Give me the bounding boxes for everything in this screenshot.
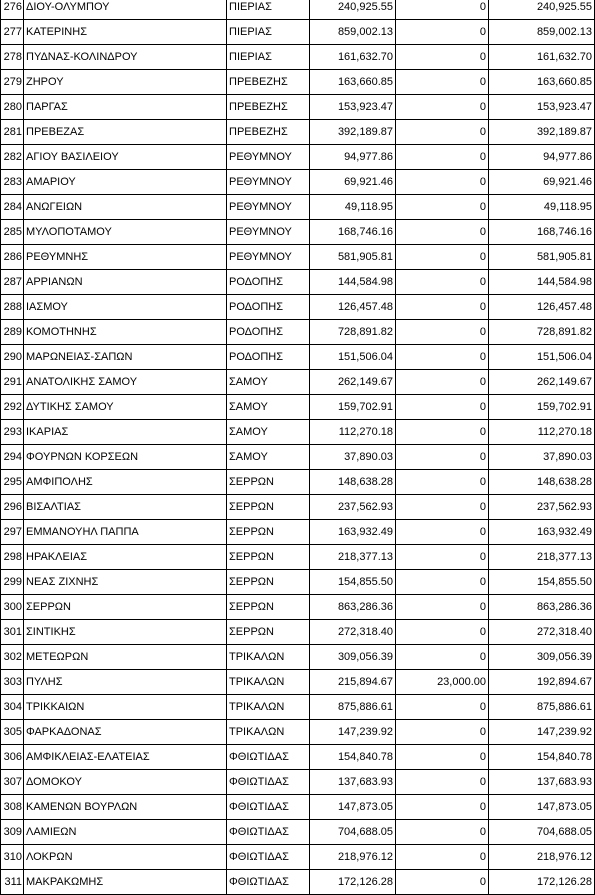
prefecture-cell: ΤΡΙΚΑΛΩΝ <box>227 695 310 720</box>
row-number-cell: 286 <box>1 245 24 270</box>
prefecture-cell: ΡΟΔΟΠΗΣ <box>227 320 310 345</box>
table-body <box>1 0 595 895</box>
deduction-cell: 0 <box>396 570 489 595</box>
municipality-cell: ΠΑΡΓΑΣ <box>24 95 227 120</box>
table-row <box>1 870 595 895</box>
table-row <box>1 670 595 695</box>
deduction-cell: 0 <box>396 520 489 545</box>
total-cell: 112,270.18 <box>489 420 595 445</box>
total-cell: 875,886.61 <box>489 695 595 720</box>
municipality-cell: ΡΕΘΥΜΝΗΣ <box>24 245 227 270</box>
table-row <box>1 795 595 820</box>
prefecture-cell: ΡΕΘΥΜΝΟΥ <box>227 220 310 245</box>
row-number-cell: 303 <box>1 670 24 695</box>
table-row <box>1 570 595 595</box>
municipality-cell: ΜΑΚΡΑΚΩΜΗΣ <box>24 870 227 895</box>
table-row <box>1 595 595 620</box>
municipality-cell: ΦΟΥΡΝΩΝ ΚΟΡΣΕΩΝ <box>24 445 227 470</box>
amount-cell: 159,702.91 <box>310 395 396 420</box>
table-row <box>1 245 595 270</box>
deduction-cell: 0 <box>396 220 489 245</box>
prefecture-cell: ΠΡΕΒΕΖΗΣ <box>227 120 310 145</box>
amount-cell: 272,318.40 <box>310 620 396 645</box>
table-row <box>1 770 595 795</box>
deduction-cell: 0 <box>396 745 489 770</box>
prefecture-cell: ΡΟΔΟΠΗΣ <box>227 270 310 295</box>
table-row <box>1 445 595 470</box>
row-number-cell: 293 <box>1 420 24 445</box>
prefecture-cell: ΦΘΙΩΤΙΔΑΣ <box>227 770 310 795</box>
deduction-cell: 0 <box>396 270 489 295</box>
table-row <box>1 295 595 320</box>
amount-cell: 153,923.47 <box>310 95 396 120</box>
prefecture-cell: ΦΘΙΩΤΙΔΑΣ <box>227 870 310 895</box>
prefecture-cell: ΣΕΡΡΩΝ <box>227 570 310 595</box>
deduction-cell: 0 <box>396 470 489 495</box>
total-cell: 728,891.82 <box>489 320 595 345</box>
table-row <box>1 0 595 20</box>
total-cell: 272,318.40 <box>489 620 595 645</box>
total-cell: 704,688.05 <box>489 820 595 845</box>
table-row <box>1 95 595 120</box>
prefecture-cell: ΣΑΜΟΥ <box>227 370 310 395</box>
deduction-cell: 0 <box>396 245 489 270</box>
total-cell: 137,683.93 <box>489 770 595 795</box>
municipality-cell: ΛΑΜΙΕΩΝ <box>24 820 227 845</box>
deduction-cell: 0 <box>396 70 489 95</box>
table-row <box>1 645 595 670</box>
prefecture-cell: ΣΕΡΡΩΝ <box>227 620 310 645</box>
amount-cell: 237,562.93 <box>310 495 396 520</box>
amount-cell: 161,632.70 <box>310 45 396 70</box>
prefecture-cell: ΤΡΙΚΑΛΩΝ <box>227 670 310 695</box>
total-cell: 153,923.47 <box>489 95 595 120</box>
municipality-cell: ΜΕΤΕΩΡΩΝ <box>24 645 227 670</box>
prefecture-cell: ΣΕΡΡΩΝ <box>227 520 310 545</box>
row-number-cell: 298 <box>1 545 24 570</box>
prefecture-cell: ΡΕΘΥΜΝΟΥ <box>227 195 310 220</box>
total-cell: 94,977.86 <box>489 145 595 170</box>
row-number-cell: 299 <box>1 570 24 595</box>
deduction-cell: 0 <box>396 495 489 520</box>
total-cell: 859,002.13 <box>489 20 595 45</box>
municipality-cell: ΑΓΙΟΥ ΒΑΣΙΛΕΙΟΥ <box>24 145 227 170</box>
total-cell: 147,873.05 <box>489 795 595 820</box>
municipality-cell: ΣΕΡΡΩΝ <box>24 595 227 620</box>
amount-cell: 137,683.93 <box>310 770 396 795</box>
deduction-cell: 0 <box>396 45 489 70</box>
prefecture-cell: ΣΕΡΡΩΝ <box>227 595 310 620</box>
amount-cell: 112,270.18 <box>310 420 396 445</box>
row-number-cell: 287 <box>1 270 24 295</box>
table-row <box>1 45 595 70</box>
amount-cell: 151,506.04 <box>310 345 396 370</box>
amount-cell: 148,638.28 <box>310 470 396 495</box>
municipality-cell: ΙΑΣΜΟΥ <box>24 295 227 320</box>
table-row <box>1 345 595 370</box>
amount-cell: 309,056.39 <box>310 645 396 670</box>
prefecture-cell: ΠΙΕΡΙΑΣ <box>227 0 310 20</box>
amount-cell: 147,873.05 <box>310 795 396 820</box>
municipality-cell: ΤΡΙΚΚΑΙΩΝ <box>24 695 227 720</box>
total-cell: 240,925.55 <box>489 0 595 20</box>
municipality-cell: ΠΥΔΝΑΣ-ΚΟΛΙΝΔΡΟΥ <box>24 45 227 70</box>
row-number-cell: 285 <box>1 220 24 245</box>
deduction-cell: 0 <box>396 720 489 745</box>
amount-cell: 172,126.28 <box>310 870 396 895</box>
total-cell: 172,126.28 <box>489 870 595 895</box>
municipality-cell: ΦΑΡΚΑΔΟΝΑΣ <box>24 720 227 745</box>
total-cell: 863,286.36 <box>489 595 595 620</box>
municipality-cell: ΑΜΦΙΚΛΕΙΑΣ-ΕΛΑΤΕΙΑΣ <box>24 745 227 770</box>
amount-cell: 704,688.05 <box>310 820 396 845</box>
prefecture-cell: ΦΘΙΩΤΙΔΑΣ <box>227 820 310 845</box>
row-number-cell: 284 <box>1 195 24 220</box>
row-number-cell: 288 <box>1 295 24 320</box>
row-number-cell: 302 <box>1 645 24 670</box>
total-cell: 309,056.39 <box>489 645 595 670</box>
deduction-cell: 0 <box>396 320 489 345</box>
row-number-cell: 306 <box>1 745 24 770</box>
amount-cell: 163,932.49 <box>310 520 396 545</box>
municipality-cell: ΛΟΚΡΩΝ <box>24 845 227 870</box>
deduction-cell: 0 <box>396 695 489 720</box>
total-cell: 161,632.70 <box>489 45 595 70</box>
prefecture-cell: ΣΑΜΟΥ <box>227 395 310 420</box>
row-number-cell: 279 <box>1 70 24 95</box>
municipality-cell: ΙΚΑΡΙΑΣ <box>24 420 227 445</box>
municipality-cell: ΗΡΑΚΛΕΙΑΣ <box>24 545 227 570</box>
row-number-cell: 291 <box>1 370 24 395</box>
prefecture-cell: ΣΕΡΡΩΝ <box>227 470 310 495</box>
total-cell: 168,746.16 <box>489 220 595 245</box>
row-number-cell: 297 <box>1 520 24 545</box>
table-row <box>1 745 595 770</box>
municipality-cell: ΠΥΛΗΣ <box>24 670 227 695</box>
row-number-cell: 305 <box>1 720 24 745</box>
row-number-cell: 289 <box>1 320 24 345</box>
row-number-cell: 307 <box>1 770 24 795</box>
prefecture-cell: ΡΟΔΟΠΗΣ <box>227 345 310 370</box>
amount-cell: 581,905.81 <box>310 245 396 270</box>
deduction-cell: 0 <box>396 0 489 20</box>
table-row <box>1 470 595 495</box>
total-cell: 151,506.04 <box>489 345 595 370</box>
amount-cell: 163,660.85 <box>310 70 396 95</box>
row-number-cell: 304 <box>1 695 24 720</box>
municipality-cell: ΔΙΟΥ-ΟΛΥΜΠΟΥ <box>24 0 227 20</box>
prefecture-cell: ΣΕΡΡΩΝ <box>227 545 310 570</box>
municipality-cell: ΑΜΑΡΙΟΥ <box>24 170 227 195</box>
municipality-cell: ΑΝΑΤΟΛΙΚΗΣ ΣΑΜΟΥ <box>24 370 227 395</box>
row-number-cell: 280 <box>1 95 24 120</box>
total-cell: 192,894.67 <box>489 670 595 695</box>
total-cell: 237,562.93 <box>489 495 595 520</box>
deduction-cell: 0 <box>396 420 489 445</box>
amount-cell: 392,189.87 <box>310 120 396 145</box>
amount-cell: 859,002.13 <box>310 20 396 45</box>
amount-cell: 863,286.36 <box>310 595 396 620</box>
amount-cell: 154,855.50 <box>310 570 396 595</box>
deduction-cell: 0 <box>396 795 489 820</box>
prefecture-cell: ΠΙΕΡΙΑΣ <box>227 20 310 45</box>
municipality-cell: ΖΗΡΟΥ <box>24 70 227 95</box>
deduction-cell: 0 <box>396 20 489 45</box>
amount-cell: 94,977.86 <box>310 145 396 170</box>
table-row <box>1 270 595 295</box>
prefecture-cell: ΣΑΜΟΥ <box>227 445 310 470</box>
amount-cell: 49,118.95 <box>310 195 396 220</box>
municipality-cell: ΑΝΩΓΕΙΩΝ <box>24 195 227 220</box>
deduction-cell: 0 <box>396 295 489 320</box>
deduction-cell: 0 <box>396 770 489 795</box>
row-number-cell: 295 <box>1 470 24 495</box>
amount-cell: 218,377.13 <box>310 545 396 570</box>
deduction-cell: 0 <box>396 845 489 870</box>
prefecture-cell: ΡΕΘΥΜΝΟΥ <box>227 170 310 195</box>
row-number-cell: 294 <box>1 445 24 470</box>
table-row <box>1 120 595 145</box>
table-row <box>1 20 595 45</box>
amount-cell: 728,891.82 <box>310 320 396 345</box>
prefecture-cell: ΣΑΜΟΥ <box>227 420 310 445</box>
municipality-cell: ΚΑΤΕΡΙΝΗΣ <box>24 20 227 45</box>
municipality-cell: ΚΑΜΕΝΩΝ ΒΟΥΡΛΩΝ <box>24 795 227 820</box>
amount-cell: 126,457.48 <box>310 295 396 320</box>
amount-cell: 144,584.98 <box>310 270 396 295</box>
municipality-cell: ΒΙΣΑΛΤΙΑΣ <box>24 495 227 520</box>
total-cell: 581,905.81 <box>489 245 595 270</box>
table-row <box>1 520 595 545</box>
deduction-cell: 0 <box>396 370 489 395</box>
table-row <box>1 720 595 745</box>
prefecture-cell: ΤΡΙΚΑΛΩΝ <box>227 645 310 670</box>
amount-cell: 154,840.78 <box>310 745 396 770</box>
total-cell: 126,457.48 <box>489 295 595 320</box>
deduction-cell: 0 <box>396 445 489 470</box>
table-row <box>1 70 595 95</box>
deduction-cell: 0 <box>396 195 489 220</box>
amount-cell: 240,925.55 <box>310 0 396 20</box>
deduction-cell: 0 <box>396 95 489 120</box>
total-cell: 69,921.46 <box>489 170 595 195</box>
deduction-cell: 0 <box>396 595 489 620</box>
amount-cell: 215,894.67 <box>310 670 396 695</box>
municipality-cell: ΑΜΦΙΠΟΛΗΣ <box>24 470 227 495</box>
row-number-cell: 292 <box>1 395 24 420</box>
total-cell: 392,189.87 <box>489 120 595 145</box>
total-cell: 154,855.50 <box>489 570 595 595</box>
deduction-cell: 0 <box>396 645 489 670</box>
total-cell: 154,840.78 <box>489 745 595 770</box>
row-number-cell: 283 <box>1 170 24 195</box>
total-cell: 49,118.95 <box>489 195 595 220</box>
row-number-cell: 309 <box>1 820 24 845</box>
prefecture-cell: ΡΕΘΥΜΝΟΥ <box>227 245 310 270</box>
row-number-cell: 278 <box>1 45 24 70</box>
municipality-cell: ΔΟΜΟΚΟΥ <box>24 770 227 795</box>
municipality-cell: ΔΥΤΙΚΗΣ ΣΑΜΟΥ <box>24 395 227 420</box>
deduction-cell: 0 <box>396 820 489 845</box>
table-row <box>1 845 595 870</box>
row-number-cell: 277 <box>1 20 24 45</box>
total-cell: 37,890.03 <box>489 445 595 470</box>
municipality-cell: ΕΜΜΑΝΟΥΗΛ ΠΑΠΠΑ <box>24 520 227 545</box>
prefecture-cell: ΠΙΕΡΙΑΣ <box>227 45 310 70</box>
table-row <box>1 195 595 220</box>
prefecture-cell: ΦΘΙΩΤΙΔΑΣ <box>227 795 310 820</box>
prefecture-cell: ΦΘΙΩΤΙΔΑΣ <box>227 845 310 870</box>
total-cell: 144,584.98 <box>489 270 595 295</box>
deduction-cell: 0 <box>396 345 489 370</box>
table-row <box>1 170 595 195</box>
table-row <box>1 370 595 395</box>
prefecture-cell: ΦΘΙΩΤΙΔΑΣ <box>227 745 310 770</box>
prefecture-cell: ΤΡΙΚΑΛΩΝ <box>227 720 310 745</box>
deduction-cell: 0 <box>396 170 489 195</box>
deduction-cell: 0 <box>396 120 489 145</box>
table-row <box>1 695 595 720</box>
amount-cell: 168,746.16 <box>310 220 396 245</box>
municipality-cell: ΠΡΕΒΕΖΑΣ <box>24 120 227 145</box>
row-number-cell: 300 <box>1 595 24 620</box>
deduction-cell: 0 <box>396 870 489 895</box>
municipality-cell: ΜΑΡΩΝΕΙΑΣ-ΣΑΠΩΝ <box>24 345 227 370</box>
row-number-cell: 308 <box>1 795 24 820</box>
total-cell: 262,149.67 <box>489 370 595 395</box>
prefecture-cell: ΠΡΕΒΕΖΗΣ <box>227 70 310 95</box>
amount-cell: 147,239.92 <box>310 720 396 745</box>
table-row <box>1 620 595 645</box>
row-number-cell: 282 <box>1 145 24 170</box>
row-number-cell: 301 <box>1 620 24 645</box>
municipality-cell: ΑΡΡΙΑΝΩΝ <box>24 270 227 295</box>
total-cell: 159,702.91 <box>489 395 595 420</box>
table-row <box>1 545 595 570</box>
prefecture-cell: ΡΟΔΟΠΗΣ <box>227 295 310 320</box>
table-row <box>1 820 595 845</box>
prefecture-cell: ΣΕΡΡΩΝ <box>227 495 310 520</box>
total-cell: 163,660.85 <box>489 70 595 95</box>
row-number-cell: 276 <box>1 0 24 20</box>
table-row <box>1 495 595 520</box>
total-cell: 147,239.92 <box>489 720 595 745</box>
amount-cell: 218,976.12 <box>310 845 396 870</box>
total-cell: 218,976.12 <box>489 845 595 870</box>
municipality-cell: ΜΥΛΟΠΟΤΑΜΟΥ <box>24 220 227 245</box>
table-row <box>1 320 595 345</box>
amount-cell: 262,149.67 <box>310 370 396 395</box>
amount-cell: 37,890.03 <box>310 445 396 470</box>
total-cell: 163,932.49 <box>489 520 595 545</box>
row-number-cell: 296 <box>1 495 24 520</box>
total-cell: 148,638.28 <box>489 470 595 495</box>
deduction-cell: 0 <box>396 145 489 170</box>
total-cell: 218,377.13 <box>489 545 595 570</box>
deduction-cell: 0 <box>396 545 489 570</box>
table-row <box>1 145 595 170</box>
amount-cell: 875,886.61 <box>310 695 396 720</box>
prefecture-cell: ΡΕΘΥΜΝΟΥ <box>227 145 310 170</box>
row-number-cell: 311 <box>1 870 24 895</box>
table-row <box>1 420 595 445</box>
row-number-cell: 281 <box>1 120 24 145</box>
municipality-cell: ΣΙΝΤΙΚΗΣ <box>24 620 227 645</box>
municipality-cell: ΝΕΑΣ ΖΙΧΝΗΣ <box>24 570 227 595</box>
deduction-cell: 0 <box>396 620 489 645</box>
prefecture-cell: ΠΡΕΒΕΖΗΣ <box>227 95 310 120</box>
row-number-cell: 310 <box>1 845 24 870</box>
amount-cell: 69,921.46 <box>310 170 396 195</box>
municipality-cell: ΚΟΜΟΤΗΝΗΣ <box>24 320 227 345</box>
deduction-cell: 0 <box>396 395 489 420</box>
table-row <box>1 220 595 245</box>
deduction-cell: 23,000.00 <box>396 670 489 695</box>
row-number-cell: 290 <box>1 345 24 370</box>
table-row <box>1 395 595 420</box>
